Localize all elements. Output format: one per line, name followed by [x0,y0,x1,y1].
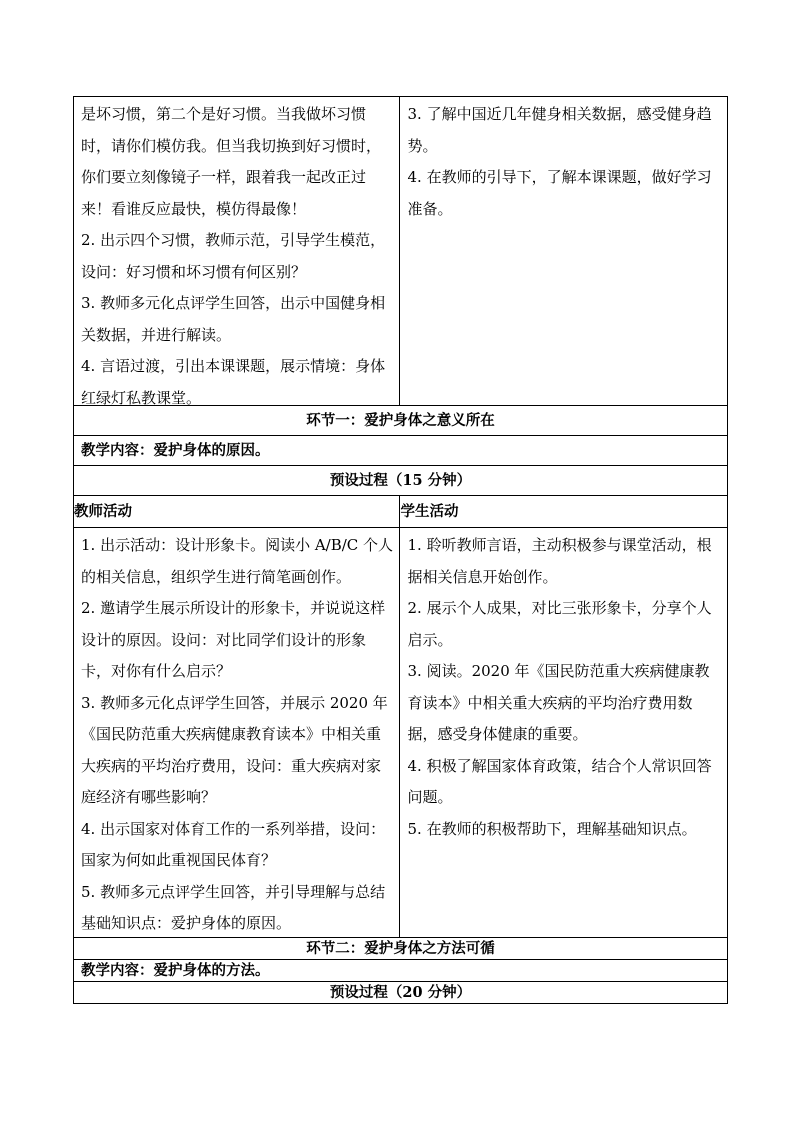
lesson-plan-table [73,96,728,1004]
teacher-step: 3. 教师多元化点评学生回答，并展示 2020 年《国民防范重大疾病健康教育读本》中相关重大疾病的平均治疗费用，设问：重大疾病对家庭经济有哪些影响？ [81,693,388,806]
process-row [74,466,728,496]
student-step: 4. 在教师的引导下，了解本课课题，做好学习准备。 [407,168,712,218]
process-title: 预设过程（15 分钟） [74,466,728,496]
teacher-step: 3. 教师多元化点评学生回答，出示中国健身相关数据，并进行解读。 [81,294,386,344]
teaching-content: 教学内容：爱护身体的方法。 [74,960,728,982]
student-step: 2. 展示个人成果，对比三张形象卡，分享个人启示。 [407,599,712,649]
process-title: 预设过程（20 分钟） [74,982,728,1004]
section-title-row [74,938,728,960]
teacher-step: 1. 出示活动：设计形象卡。阅读小 A/B/C 个人的相关信息，组织学生进行简笔画创作。 [81,536,394,586]
student-step: 3. 阅读。2020 年《国民防范重大疾病健康教育读本》中相关重大疾病的平均治疗费用数据，感受身体健康的重要。 [407,662,710,743]
teacher-activity-cell [74,97,400,406]
section-title: 环节一：爱护身体之意义所在 [74,406,728,436]
activity-row [74,528,728,938]
teaching-content-row [74,960,728,982]
student-step: 4. 积极了解国家体育政策，结合个人常识回答问题。 [407,756,712,806]
teaching-content: 教学内容：爱护身体的原因。 [74,436,728,466]
section-title: 环节二：爱护身体之方法可循 [74,938,728,960]
teacher-activity-header: 教师活动 [74,496,400,528]
student-step: 1. 聆听教师言语，主动积极参与课堂活动，根据相关信息开始创作。 [407,536,712,586]
teacher-step: 2. 出示四个习惯，教师示范，引导学生模范，设问：好习惯和坏习惯有何区别？ [81,231,386,281]
process-row [74,982,728,1004]
teacher-step: 4. 出示国家对体育工作的一系列举措，设问：国家为何如此重视国民体育？ [81,819,386,869]
teacher-step: 5. 教师多元点评学生回答，并引导理解与总结基础知识点：爱护身体的原因。 [81,882,386,932]
student-activity-header: 学生活动 [400,496,728,528]
teacher-activity-cell [74,528,400,938]
teacher-step: 2. 邀请学生展示所设计的形象卡，并说说这样设计的原因。设问：对比同学们设计的形象卡，对你有什么启示？ [81,599,386,680]
student-activity-cell [400,97,728,406]
teacher-step: 4. 言语过渡，引出本课课题，展示情境：身体红绿灯私教课堂。 [81,357,386,407]
column-header-row [74,496,728,528]
teacher-step: 是坏习惯，第二个是好习惯。当我做坏习惯时，请你们模仿我。但当我切换到好习惯时，你们要立刻像镜子一样，跟着我一起改正过来！看谁反应最快，模仿得最像！ [81,105,382,218]
student-activity-cell [400,528,728,938]
continued-activity-row [74,97,728,406]
teaching-content-row [74,436,728,466]
student-step: 5. 在教师的积极帮助下，理解基础知识点。 [407,819,697,838]
student-step: 3. 了解中国近几年健身相关数据，感受健身趋势。 [407,105,712,155]
